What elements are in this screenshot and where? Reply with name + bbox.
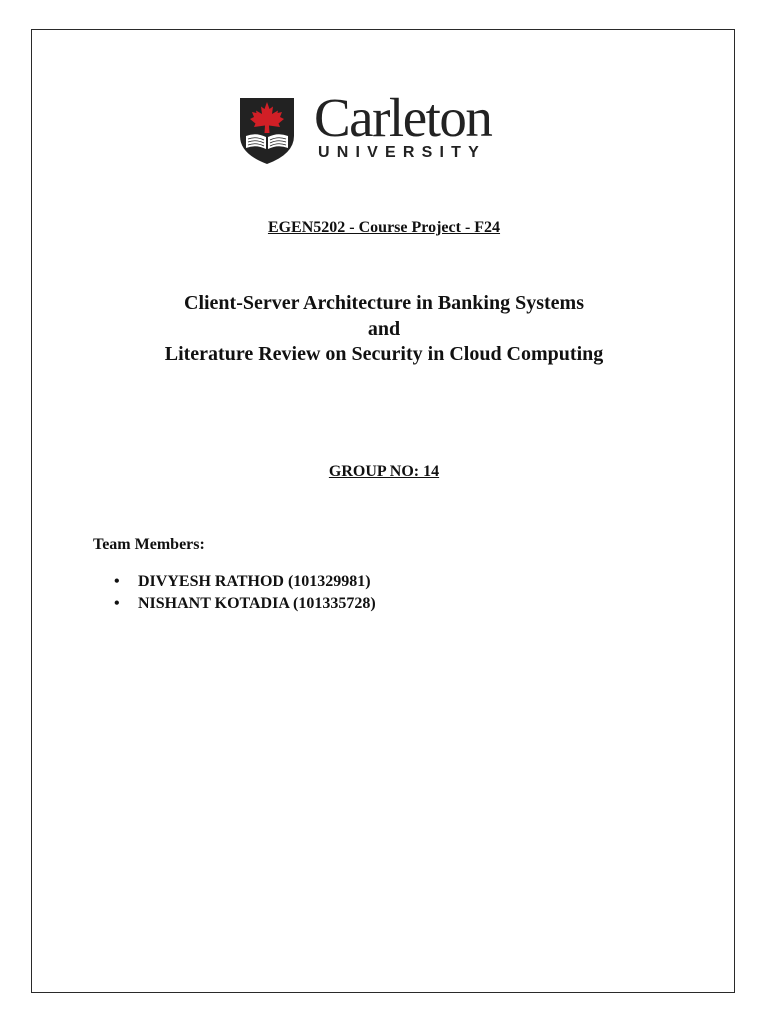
member-name: NISHANT KOTADIA (101335728) — [138, 595, 376, 612]
carleton-shield-icon — [238, 96, 296, 166]
bullet-icon: • — [114, 573, 120, 590]
university-logo — [238, 87, 530, 168]
team-members-heading: Team Members: — [93, 536, 205, 553]
document-page — [31, 29, 735, 993]
title-line-1: Client-Server Architecture in Banking Systems — [184, 292, 584, 314]
group-number: GROUP NO: 14 — [328, 463, 440, 480]
title-line-3: Literature Review on Security in Cloud Computing — [164, 343, 604, 365]
logo-subtitle: UNIVERSITY — [318, 144, 487, 161]
list-item — [114, 572, 371, 592]
list-item — [114, 594, 376, 614]
course-line: EGEN5202 - Course Project - F24 — [267, 219, 501, 236]
logo-wordmark: Carleton — [314, 87, 492, 148]
bullet-icon: • — [114, 595, 120, 612]
title-line-2: and — [367, 318, 401, 340]
member-name: DIVYESH RATHOD (101329981) — [138, 573, 371, 590]
